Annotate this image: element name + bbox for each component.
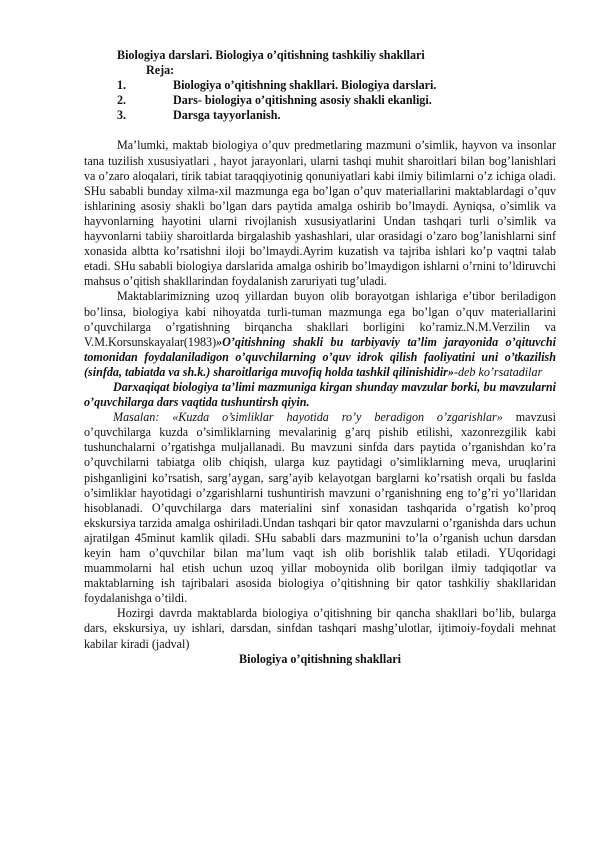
citation-tail: -deb ko’rsatadilar [453,364,543,379]
plan-item-text: Darsga tayyorlanish. [173,108,281,123]
definition-quote: »O’qitishning shakli bu tarbiyaviy ta’lim jarayonida o’qituvchi tomonidan foydalaniladigon o’quvchilarning o’quv idrok qilish faoliyatini uni o’tkazilish (sinfda, tabiatda va sh.k.) sharoitlariga muvofiq holda tashkil qilinishidir» [84,334,556,379]
paragraph-example [84,410,556,606]
table-caption: Biologiya o’qitishning shakllari [239,651,401,666]
plan-item-number: 3. [117,108,127,123]
document-page [84,48,556,667]
plan-item-number: 1. [117,78,127,93]
plan-item [84,78,556,93]
paragraph-text: Maktablarimizning uzoq yillardan buyon olib borayotgan ishlariga e’tibor beriladigon bo’linsa, biologiya kabi nihoyatda turli-tuman mazmunga ega bo’lgan o’quv materiallarini o’quvchilarga o’rgatishning birqancha shakllari borligini ko’ramiz.N.M.Verzilin va V.M.Korsunskayalar(1983) [84,289,556,349]
paragraph-intro: Ma’lumki, maktab biologiya o’quv predmetlaring mazmuni o’simlik, hayvon va insonlar tana tuzilish xususiyatlari , hayot jarayonlari, ularni tashqi muhit sharoitlari bilan bog’lanishlari va o’zaro aloqalari, tirik tabiat taraqqiyotinig qonuniyatlari kabi ilmiy bilimlarni o’z ichiga oladi. SHu sababli bunday xilma-xil mazmunga ega bo’lgan o’quv materiallarini maktablardagi o’quv ishlarining asosiy shakli bo’lgan dars paytida amalga oshirib bo’lmaydi. Ayniqsa, o’simlik va hayvonlarning hayotini ularni rivojlanish xususiyatlarini Undan tashqari turli o’simlik va hayvonlarni tabiiy sharoitlarda birgalashib yashashlari, ular orasidagi o’zaro bog’lanishlarni sinf xonasida albtta ko’rsatishni iloji bo’lmaydi.Ayrim kuzatish va tajriba ishlari ko’p vaqtni talab etadi. SHu sababli biologiya darslarida amalga oshirib bo’lmaydigon ishlarni o’rnini to’ldiruvchi mahsus o’qitish shakllarindan foydalanish zaruriyati tug’uladi. [84,138,556,289]
paragraph-forms [84,289,556,380]
spacer [84,123,556,138]
plan-item-text: Dars- biologiya o’qitishning asosiy shakli ekanligi. [173,93,432,108]
plan-item-text: Biologiya o’qitishning shakllari. Biologiya darslari. [173,78,437,93]
example-topic: Masalan: «Kuzda o’simliklar hayotida ro’y beradigon o’zgarishlar» [113,410,503,425]
paragraph-text: mavzusi o’quvchilarga kuzda o’simliklarning mevalarinig g’arq pishib etilishi, xazonrezgilik kabi tushunchalarni o’rgatishga muljallanadi. Bu mavzuni sinfda dars paytida o’rganishdan ko’ra o’quvchilarni tabiatga olib chiqish, ularga kuz paytidagi o’simliklarning meva, uruqlarini pishganligini ko’rsatish, sarg’aygan, sarg’ayib kelayotgan barglarni ko’rsatish orqali bu faslda o’simliklar hayotidagi o’zgarishlarni tushuntirish mavzuni o’rganishning eng to’g’ri yo’llaridan hisoblanadi. O’quvchilarga dars materialini sinf xonasidan tashqarida o’rgatish ko’proq ekskursiya tarzida amalga oshiriladi.Undan tashqari bir qator mavzularni o’rganishda dars uchun ajratilgan 45minut kamlik qiladi. SHu sababli dars mazmunini to’la o’rganish uchun darsdan keyin ham o’quvchilar bilan ma’lum vaqt ish olib borishlik talab etiladi. YUqoridagi muammolarni hal etish uchun uzoq yillar moboynida olib borilgan ilmiy tadqiqotlar va maktablarning ish tajribalari asosida biologiya o’qitishning bir qator tashkiliy shakllaridan foydalanishga o’tildi. [84,410,556,606]
plan-item-number: 2. [117,93,127,108]
plan-heading: Reja: [146,63,175,78]
paragraph-current: Hozirgi davrda maktablarda biologiya o’qitishning bir qancha shakllari bo’lib, bularga dars, ekskursiya, uy ishlari, darsdan, sinfdan tashqari mashg’ulotlar, ijtimoiy-foydali mehnat kabilar kiradi (jadval) [84,606,556,651]
plan-item [84,108,556,123]
plan-item [84,93,556,108]
paragraph-emphasis: Darxaqiqat biologiya ta’limi mazmuniga kirgan shunday mavzular borki, bu mavzularni o’quvchilarga dars vaqtida tushuntirsh qiyin. [84,379,556,410]
document-title: Biologiya darslari. Biologiya o’qitishning tashkiliy shakllari [117,48,425,62]
